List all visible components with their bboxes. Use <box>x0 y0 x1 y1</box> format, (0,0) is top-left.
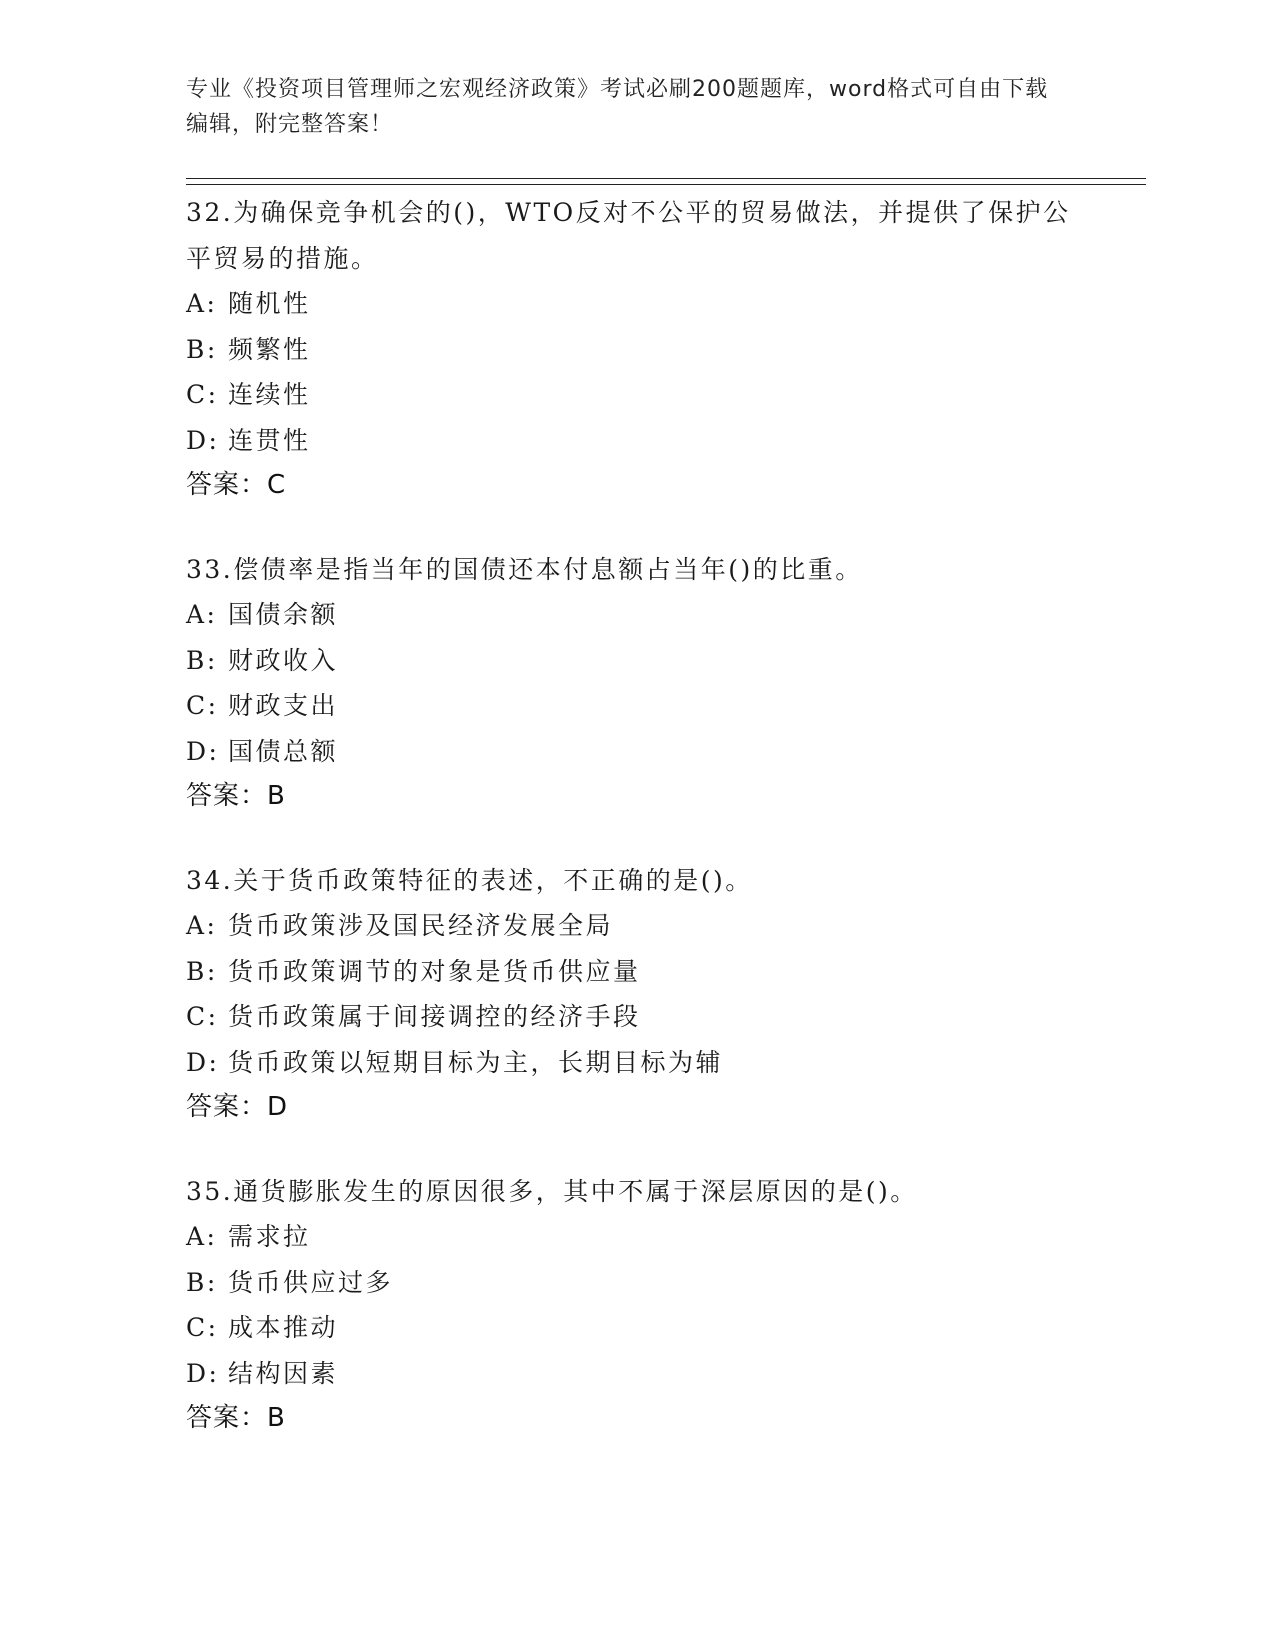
option-text: 成本推动 <box>228 1313 339 1342</box>
option-a <box>186 1214 1086 1260</box>
question-35 <box>186 1169 1086 1442</box>
option-text: 货币供应过多 <box>228 1267 394 1297</box>
question-stem: 35.通货膨胀发生的原因很多，其中不属于深层原因的是()。 <box>186 1176 918 1206</box>
document-header: 专业《投资项目管理师之宏观经济政策》考试必刷200题题库，word格式可自由下载编辑，附完整答案！ <box>186 77 1049 137</box>
option-key: C: <box>186 1002 219 1031</box>
question-stem: 33.偿债率是指当年的国债还本付息额占当年()的比重。 <box>186 554 863 584</box>
option-b <box>186 638 1086 684</box>
option-c <box>186 683 1086 729</box>
option-text: 货币政策调节的对象是货币供应量 <box>228 956 641 986</box>
option-text: 货币政策属于间接调控的经济手段 <box>228 1002 641 1031</box>
option-text: 财政收入 <box>228 645 339 675</box>
option-a <box>186 903 1086 949</box>
option-key: B: <box>186 334 218 364</box>
option-key: A: <box>186 289 218 318</box>
option-c <box>186 1305 1086 1351</box>
option-text: 财政支出 <box>228 691 339 720</box>
option-text: 随机性 <box>228 289 311 318</box>
option-key: A: <box>186 911 218 940</box>
option-d <box>186 729 1086 775</box>
option-key: C: <box>186 691 219 720</box>
option-key: C: <box>186 380 219 409</box>
option-b <box>186 949 1086 995</box>
option-key: A: <box>186 600 218 629</box>
option-text: 货币政策以短期目标为主，长期目标为辅 <box>228 1047 724 1077</box>
option-text: 连贯性 <box>228 425 311 455</box>
option-key: B: <box>186 1267 218 1297</box>
option-key: D: <box>186 736 220 766</box>
question-33 <box>186 547 1086 820</box>
option-key: A: <box>186 1222 218 1251</box>
question-32 <box>186 190 1086 509</box>
option-text: 连续性 <box>228 380 311 409</box>
option-key: B: <box>186 956 218 986</box>
option-c <box>186 372 1086 418</box>
option-key: D: <box>186 1047 220 1077</box>
option-text: 结构因素 <box>228 1358 339 1388</box>
answer: 答案：B <box>186 1403 286 1433</box>
option-b <box>186 327 1086 373</box>
option-key: D: <box>186 425 220 455</box>
answer: 答案：C <box>186 470 287 500</box>
question-stem: 32.为确保竞争机会的()，WTO反对不公平的贸易做法，并提供了保护公平贸易的措施。 <box>186 198 1071 273</box>
option-key: D: <box>186 1358 220 1388</box>
option-d <box>186 1351 1086 1397</box>
option-d <box>186 1040 1086 1086</box>
option-text: 国债余额 <box>228 600 339 629</box>
question-list <box>186 190 1086 1480</box>
option-text: 货币政策涉及国民经济发展全局 <box>228 911 614 940</box>
question-34 <box>186 858 1086 1131</box>
option-c <box>186 994 1086 1040</box>
option-text: 频繁性 <box>228 334 311 364</box>
answer: 答案：B <box>186 781 286 811</box>
question-stem: 34.关于货币政策特征的表述，不正确的是()。 <box>186 865 753 895</box>
answer: 答案：D <box>186 1092 289 1122</box>
option-key: C: <box>186 1313 219 1342</box>
option-a <box>186 281 1086 327</box>
header-divider-bottom <box>186 184 1146 185</box>
option-key: B: <box>186 645 218 675</box>
option-a <box>186 592 1086 638</box>
header-divider-top <box>186 178 1146 179</box>
option-b <box>186 1260 1086 1306</box>
option-d <box>186 418 1086 464</box>
option-text: 国债总额 <box>228 736 339 766</box>
option-text: 需求拉 <box>228 1222 311 1251</box>
